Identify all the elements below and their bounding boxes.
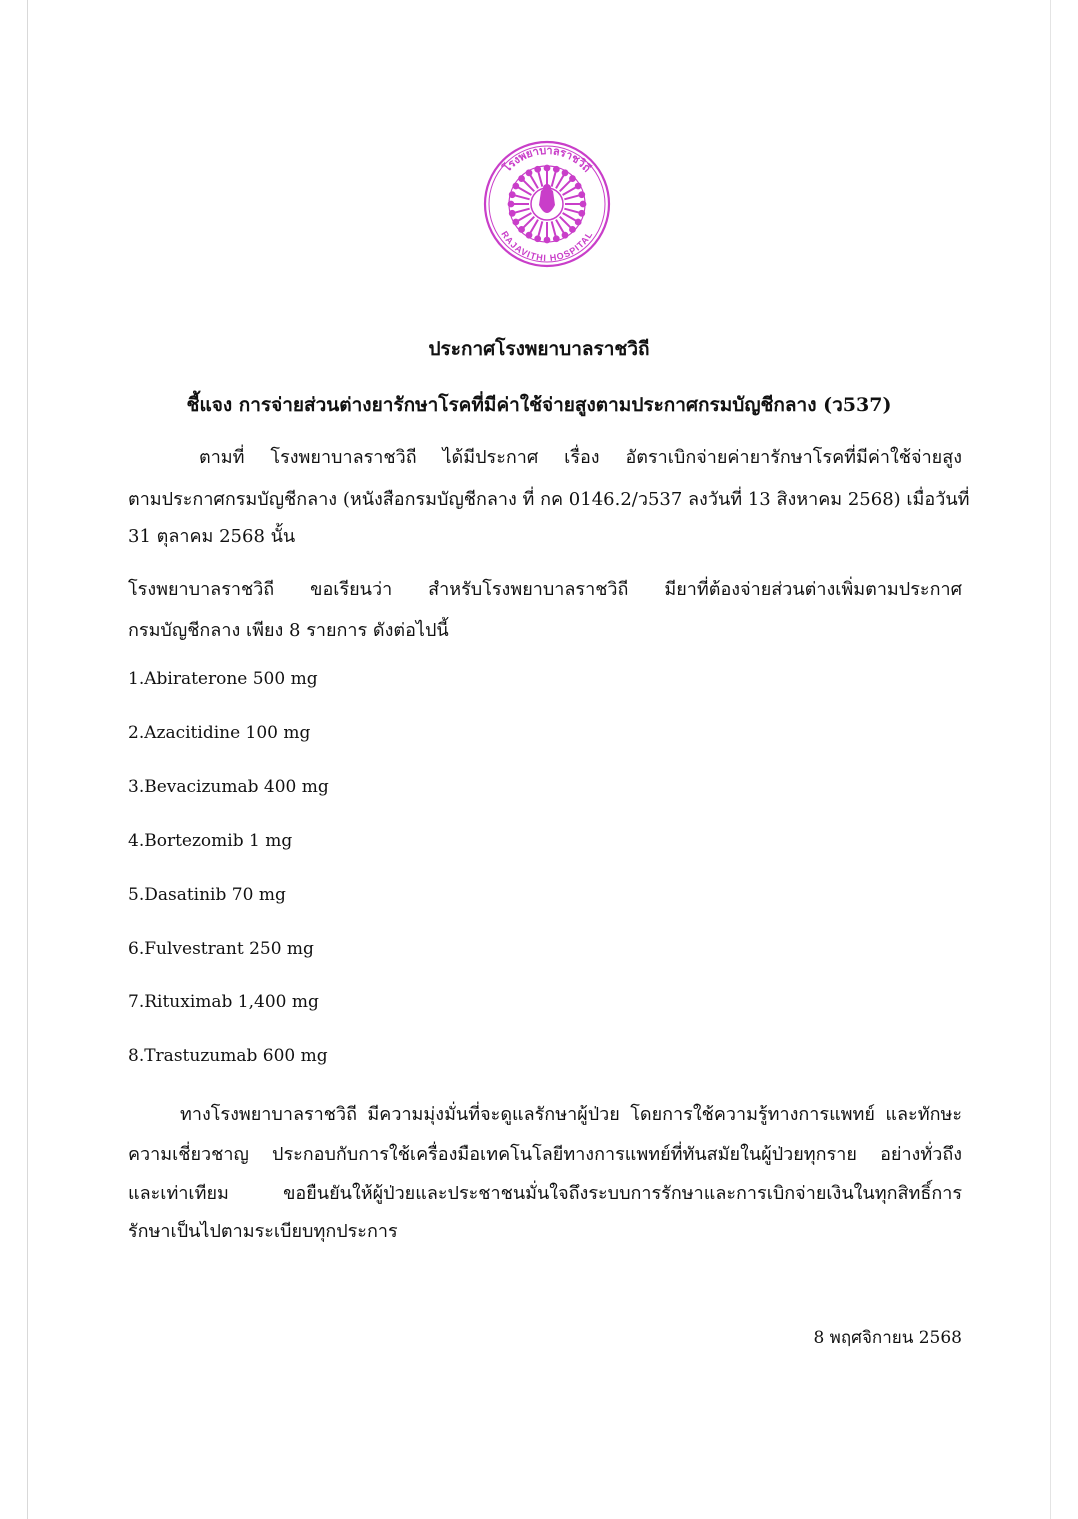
rajavithi-hospital-seal-logo <box>477 139 617 269</box>
seal-ray-dot <box>513 220 518 225</box>
drug-list-item: 3.Bevacizumab 400 mg <box>128 777 329 797</box>
announcement-date: 8 พฤศจิกายน 2568 <box>813 1328 962 1348</box>
seal-ray-dot <box>554 167 559 172</box>
drug-list-item: 4.Bortezomib 1 mg <box>128 831 293 851</box>
seal-ray-dot <box>570 176 575 181</box>
seal-ray-dot <box>519 227 524 232</box>
seal-ray-dot <box>545 166 550 171</box>
drug-list-item: 7.Rituximab 1,400 mg <box>128 992 319 1012</box>
seal-ray-dot <box>581 202 586 207</box>
paragraph1-line2: ตามประกาศกรมบัญชีกลาง (หนังสือกรมบัญชีกลาง ที่ กค 0146.2/ว537 ลงวันที่ 13 สิงหาคม 2568) เมื่อวันที่ <box>128 489 970 510</box>
seal-ray-dot <box>563 170 568 175</box>
seal-ray-dot <box>527 170 532 175</box>
paragraph3-line4: รักษาเป็นไปตามระเบียบทุกประการ <box>128 1221 398 1242</box>
paragraph1-line1: ตามที่ โรงพยาบาลราชวิถี ได้มีประกาศ เรื่อง อัตราเบิกจ่ายค่ายารักษาโรคที่มีค่าใช้จ่ายสูง <box>199 447 962 468</box>
paragraph1-line3: 31 ตุลาคม 2568 นั้น <box>128 526 296 547</box>
seal-ray-dot <box>509 202 514 207</box>
paragraph2-line1: โรงพยาบาลราชวิถี ขอเรียนว่า สำหรับโรงพยาบาลราชวิถี มียาที่ต้องจ่ายส่วนต่างเพิ่มตามประกาศ <box>128 579 962 600</box>
seal-ray-dot <box>535 236 540 241</box>
seal-ray-dot <box>510 192 515 197</box>
seal-ray-dot <box>535 167 540 172</box>
announcement-subtitle: ชี้แจง การจ่ายส่วนต่างยารักษาโรคที่มีค่าใช้จ่ายสูงตามประกาศกรมบัญชีกลาง (ว537) <box>186 394 892 416</box>
seal-ray-dot <box>545 238 550 243</box>
seal-ray-dot <box>570 227 575 232</box>
seal-ray-dot <box>519 176 524 181</box>
svg-text:RAJAVITHI HOSPITAL: RAJAVITHI HOSPITAL <box>499 229 595 264</box>
paragraph3-line3: และเท่าเทียม ขอยืนยันให้ผู้ป่วยและประชาชนมั่นใจถึงระบบการรักษาและการเบิกจ่ายเงินในทุกสิทธิ์การ <box>128 1183 962 1204</box>
drug-list-item: 5.Dasatinib 70 mg <box>128 885 286 905</box>
drug-list-item: 8.Trastuzumab 600 mg <box>128 1046 328 1066</box>
paragraph3-line1: ทางโรงพยาบาลราชวิถี มีความมุ่งมั่นที่จะดูแลรักษาผู้ป่วย โดยการใช้ความรู้ทางการแพทย์ และทักษะ <box>180 1104 962 1125</box>
announcement-title: ประกาศโรงพยาบาลราชวิถี <box>428 338 650 360</box>
drug-list-item: 6.Fulvestrant 250 mg <box>128 939 314 959</box>
svg-text:โรงพยาบาลราชวิถี: โรงพยาบาลราชวิถี <box>501 144 593 175</box>
seal-ray-dot <box>513 184 518 189</box>
page-edge-left <box>27 0 28 1519</box>
seal-ray-dot <box>579 211 584 216</box>
drug-list-item: 1.Abiraterone 500 mg <box>128 669 318 689</box>
page-edge-right <box>1050 0 1051 1519</box>
seal-ray-dot <box>576 220 581 225</box>
paragraph3-line2: ความเชี่ยวชาญ ประกอบกับการใช้เครื่องมือเทคโนโลยีทางการแพทย์ที่ทันสมัยในผู้ป่วยทุกราย อย่างทั่วถึง <box>128 1144 962 1165</box>
paragraph2-line2: กรมบัญชีกลาง เพียง 8 รายการ ดังต่อไปนี้ <box>128 620 449 641</box>
seal-ray-dot <box>579 192 584 197</box>
seal-ray-dot <box>510 211 515 216</box>
drug-list-item: 2.Azacitidine 100 mg <box>128 723 311 743</box>
seal-ray-dot <box>563 233 568 238</box>
seal-ray-dot <box>554 236 559 241</box>
seal-ray-dot <box>576 184 581 189</box>
seal-ray-dot <box>527 233 532 238</box>
